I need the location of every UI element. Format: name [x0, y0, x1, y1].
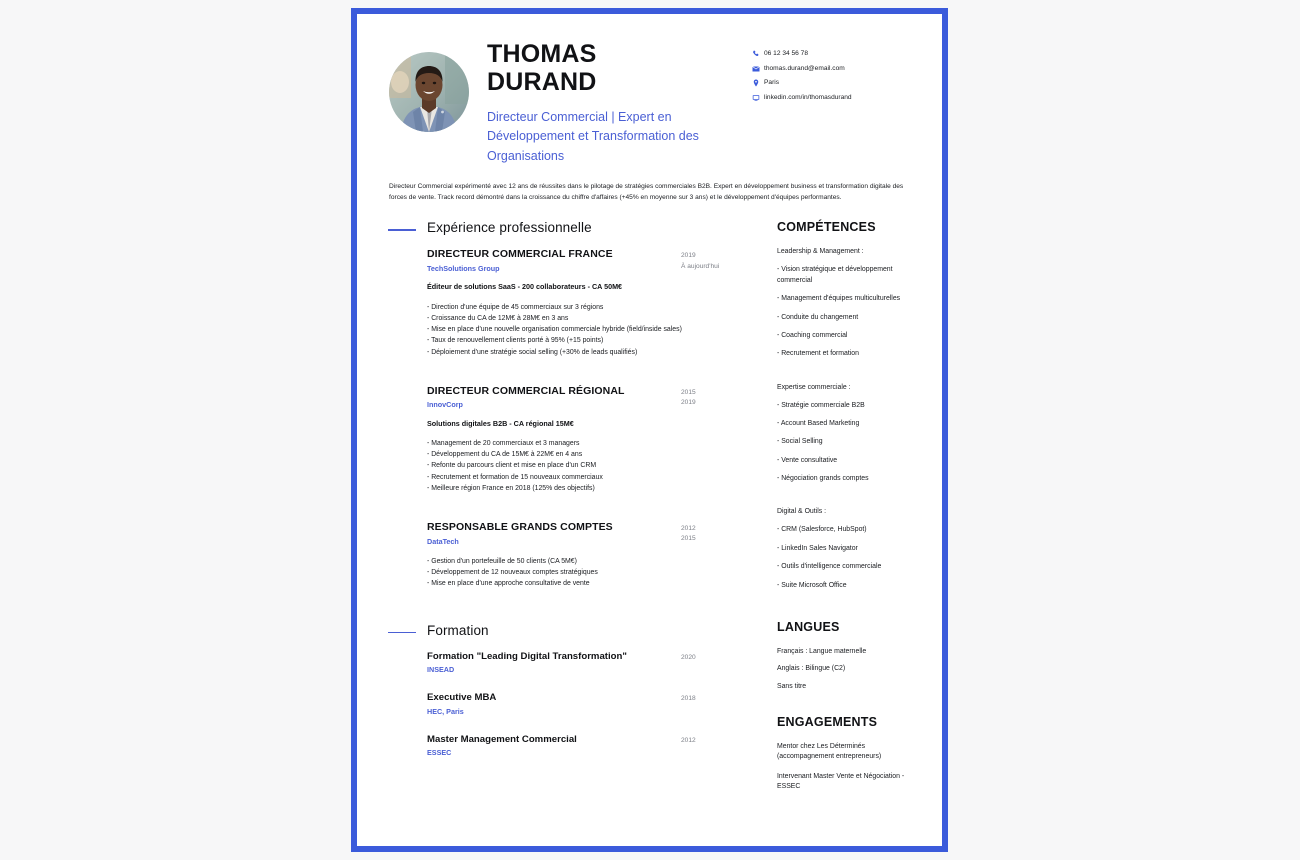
language-item: Sans titre — [777, 682, 807, 690]
experience-item-main — [389, 521, 681, 546]
sidebar-column — [759, 220, 912, 801]
experience-context: Éditeur de solutions SaaS - 200 collaborateurs - CA 50M€ — [427, 282, 623, 292]
skill-group-title: Leadership & Management : — [777, 248, 864, 256]
skill-item: - CRM (Salesforce, HubSpot) — [777, 526, 867, 534]
contact-phone-text: 06 12 34 56 78 — [764, 50, 808, 58]
experience-item — [389, 248, 759, 357]
contact-location-text: Paris — [764, 79, 780, 87]
education-school: HEC, Paris — [427, 706, 464, 716]
section-heading-education — [389, 623, 759, 638]
cv-page — [357, 14, 942, 846]
experience-company: DataTech — [427, 536, 459, 546]
skill-group-title: Digital & Outils : — [777, 508, 827, 516]
spacer — [777, 373, 912, 383]
section-heading-engagements: ENGAGEMENTS — [777, 714, 878, 729]
contact-linkedin-text: linkedin.com/in/thomasdurand — [764, 93, 852, 101]
experience-date-end: 2019 — [681, 398, 696, 406]
skill-item: - Vision stratégique et développement commercial — [777, 266, 893, 284]
skill-item: - Stratégie commerciale B2B — [777, 401, 865, 409]
skill-item: - Management d'équipes multiculturelles — [777, 295, 901, 303]
section-rule-icon — [388, 229, 416, 230]
education-item — [389, 692, 759, 715]
experience-bullet: - Direction d'une équipe de 45 commerciaux sur 3 régions — [427, 303, 604, 311]
contact-item-location[interactable] — [752, 79, 912, 87]
experience-item-main — [389, 385, 681, 410]
education-title: Formation "Leading Digital Transformation" — [427, 650, 627, 662]
spacer — [389, 607, 759, 623]
skill-item: - Conduite du changement — [777, 313, 859, 321]
experience-item-header — [389, 385, 759, 410]
education-date: 2012 — [681, 736, 696, 744]
experience-bullets — [389, 302, 759, 358]
education-item — [389, 734, 759, 757]
skill-item: - LinkedIn Sales Navigator — [777, 544, 858, 552]
languages-list — [777, 647, 912, 692]
experience-date-start: 2012 — [681, 525, 696, 533]
skill-item: - Coaching commercial — [777, 331, 848, 339]
monitor-icon — [752, 94, 764, 102]
experience-dates — [681, 521, 759, 544]
page-title — [487, 40, 742, 96]
education-item-header — [389, 692, 759, 715]
avatar — [389, 52, 469, 132]
education-date: 2020 — [681, 653, 696, 661]
phone-icon — [752, 50, 764, 58]
experience-date-end: 2015 — [681, 535, 696, 543]
skill-group-title: Expertise commerciale : — [777, 383, 851, 391]
experience-bullet: - Gestion d'un portefeuille de 50 clients (CA 5M€) — [427, 558, 577, 566]
experience-item-main — [389, 248, 681, 273]
experience-bullet: - Recrutement et formation de 15 nouveaux commerciaux — [427, 473, 603, 481]
skill-group — [777, 383, 912, 485]
experience-title: DIRECTEUR COMMERCIAL RÉGIONAL — [427, 384, 625, 397]
cv-header — [389, 40, 912, 166]
section-heading-experience — [389, 220, 759, 235]
job-subtitle: Directeur Commercial | Expert en Développement et Transformation des Organisations — [487, 110, 699, 163]
education-title: Executive MBA — [427, 692, 497, 704]
experience-context: Solutions digitales B2B - CA régional 15M€ — [427, 418, 574, 428]
spacer — [777, 699, 912, 715]
education-title: Master Management Commercial — [427, 733, 577, 745]
experience-item-header — [389, 521, 759, 546]
skill-item: - Outils d'intelligence commerciale — [777, 563, 882, 571]
section-heading-skills: COMPÉTENCES — [777, 220, 876, 235]
spacer — [389, 511, 759, 521]
experience-title: DIRECTEUR COMMERCIAL FRANCE — [427, 248, 613, 261]
experience-bullet: - Taux de renouvellement clients porté à 95% (+15 points) — [427, 337, 604, 345]
first-name: THOMAS — [487, 40, 597, 68]
experience-bullet: - Mise en place d'une approche consultative de vente — [427, 580, 590, 588]
experience-item — [389, 385, 759, 494]
experience-bullet: - Développement de 12 nouveaux comptes stratégiques — [427, 569, 598, 577]
education-date: 2018 — [681, 695, 696, 703]
cv-body — [389, 220, 912, 801]
experience-bullet: - Déploiement d'une stratégie social selling (+30% de leads qualifiés) — [427, 348, 638, 356]
spacer — [389, 375, 759, 385]
experience-bullet: - Meilleure région France en 2018 (125% des objectifs) — [427, 484, 595, 492]
engagements-list — [777, 742, 912, 792]
experience-bullet: - Refonte du parcours client et mise en place d'un CRM — [427, 462, 597, 470]
contact-email-text: thomas.durand@email.com — [764, 64, 845, 72]
contact-item-email[interactable] — [752, 65, 912, 73]
skill-item: - Recrutement et formation — [777, 350, 859, 358]
skill-item: - Suite Microsoft Office — [777, 581, 847, 589]
education-item-main — [389, 734, 681, 757]
experience-date-start: 2015 — [681, 388, 696, 396]
education-item-main — [389, 692, 681, 715]
experience-bullet: - Croissance du CA de 12M€ à 28M€ en 3 ans — [427, 315, 569, 322]
portrait-photo — [389, 52, 469, 132]
experience-date-end: À aujourd'hui — [681, 262, 720, 270]
experience-bullets — [389, 438, 759, 494]
engagement-item: Mentor chez Les Déterminés (accompagnement entrepreneurs) — [777, 742, 882, 761]
experience-date-start: 2019 — [681, 252, 696, 260]
skill-item: - Social Selling — [777, 438, 823, 446]
experience-dates — [681, 248, 759, 271]
spacer — [777, 604, 912, 620]
language-item: Anglais : Bilingue (C2) — [777, 665, 846, 673]
section-heading-experience-label: Expérience professionnelle — [427, 220, 592, 236]
education-item-header — [389, 651, 759, 674]
contact-item-phone[interactable] — [752, 50, 912, 58]
skill-item: - Négociation grands comptes — [777, 475, 869, 483]
envelope-icon — [752, 65, 764, 73]
skill-group — [777, 507, 912, 590]
experience-company: InnovCorp — [427, 400, 463, 410]
skill-item: - Account Based Marketing — [777, 419, 860, 427]
experience-company: TechSolutions Group — [427, 264, 500, 274]
education-item-main — [389, 651, 681, 674]
spacer — [777, 497, 912, 507]
education-school: INSEAD — [427, 665, 455, 675]
cv-document-frame — [351, 8, 948, 852]
experience-bullet: - Développement du CA de 15M€ à 22M€ en 4 ans — [427, 451, 583, 459]
experience-bullets — [389, 556, 759, 590]
education-school: ESSEC — [427, 748, 452, 758]
language-item: Français : Langue maternelle — [777, 647, 867, 655]
experience-bullet: - Mise en place d'une nouvelle organisation commerciale hybride (field/inside sales) — [427, 326, 682, 334]
experience-item — [389, 521, 759, 590]
experience-dates — [681, 385, 759, 408]
professional-summary: Directeur Commercial expérimenté avec 12 ans de réussites dans le pilotage de stratégies commerciales B2B. Expert en développement business et transformation digitale des forces de vente. Track record démontré dans la croissance du chiffre d'affaires (+45% en moyenne sur 3 ans) et le développement d'équipes performantes. — [389, 183, 904, 201]
skill-item: - Vente consultative — [777, 456, 838, 464]
location-pin-icon — [752, 79, 764, 87]
experience-bullet: - Management de 20 commerciaux et 3 managers — [427, 440, 580, 448]
section-heading-education-label: Formation — [427, 622, 489, 638]
contact-item-linkedin[interactable] — [752, 94, 912, 102]
main-column — [389, 220, 759, 801]
engagement-item: Intervenant Master Vente et Négociation - ESSEC — [777, 772, 905, 791]
education-item — [389, 651, 759, 674]
section-heading-languages: LANGUES — [777, 619, 840, 634]
skill-group — [777, 247, 912, 359]
contact-list — [752, 50, 912, 108]
section-rule-icon — [388, 632, 416, 633]
education-item-header — [389, 734, 759, 757]
last-name: DURAND — [487, 68, 597, 96]
experience-item-header — [389, 248, 759, 273]
experience-title: RESPONSABLE GRANDS COMPTES — [427, 521, 613, 534]
header-identity — [487, 40, 742, 166]
